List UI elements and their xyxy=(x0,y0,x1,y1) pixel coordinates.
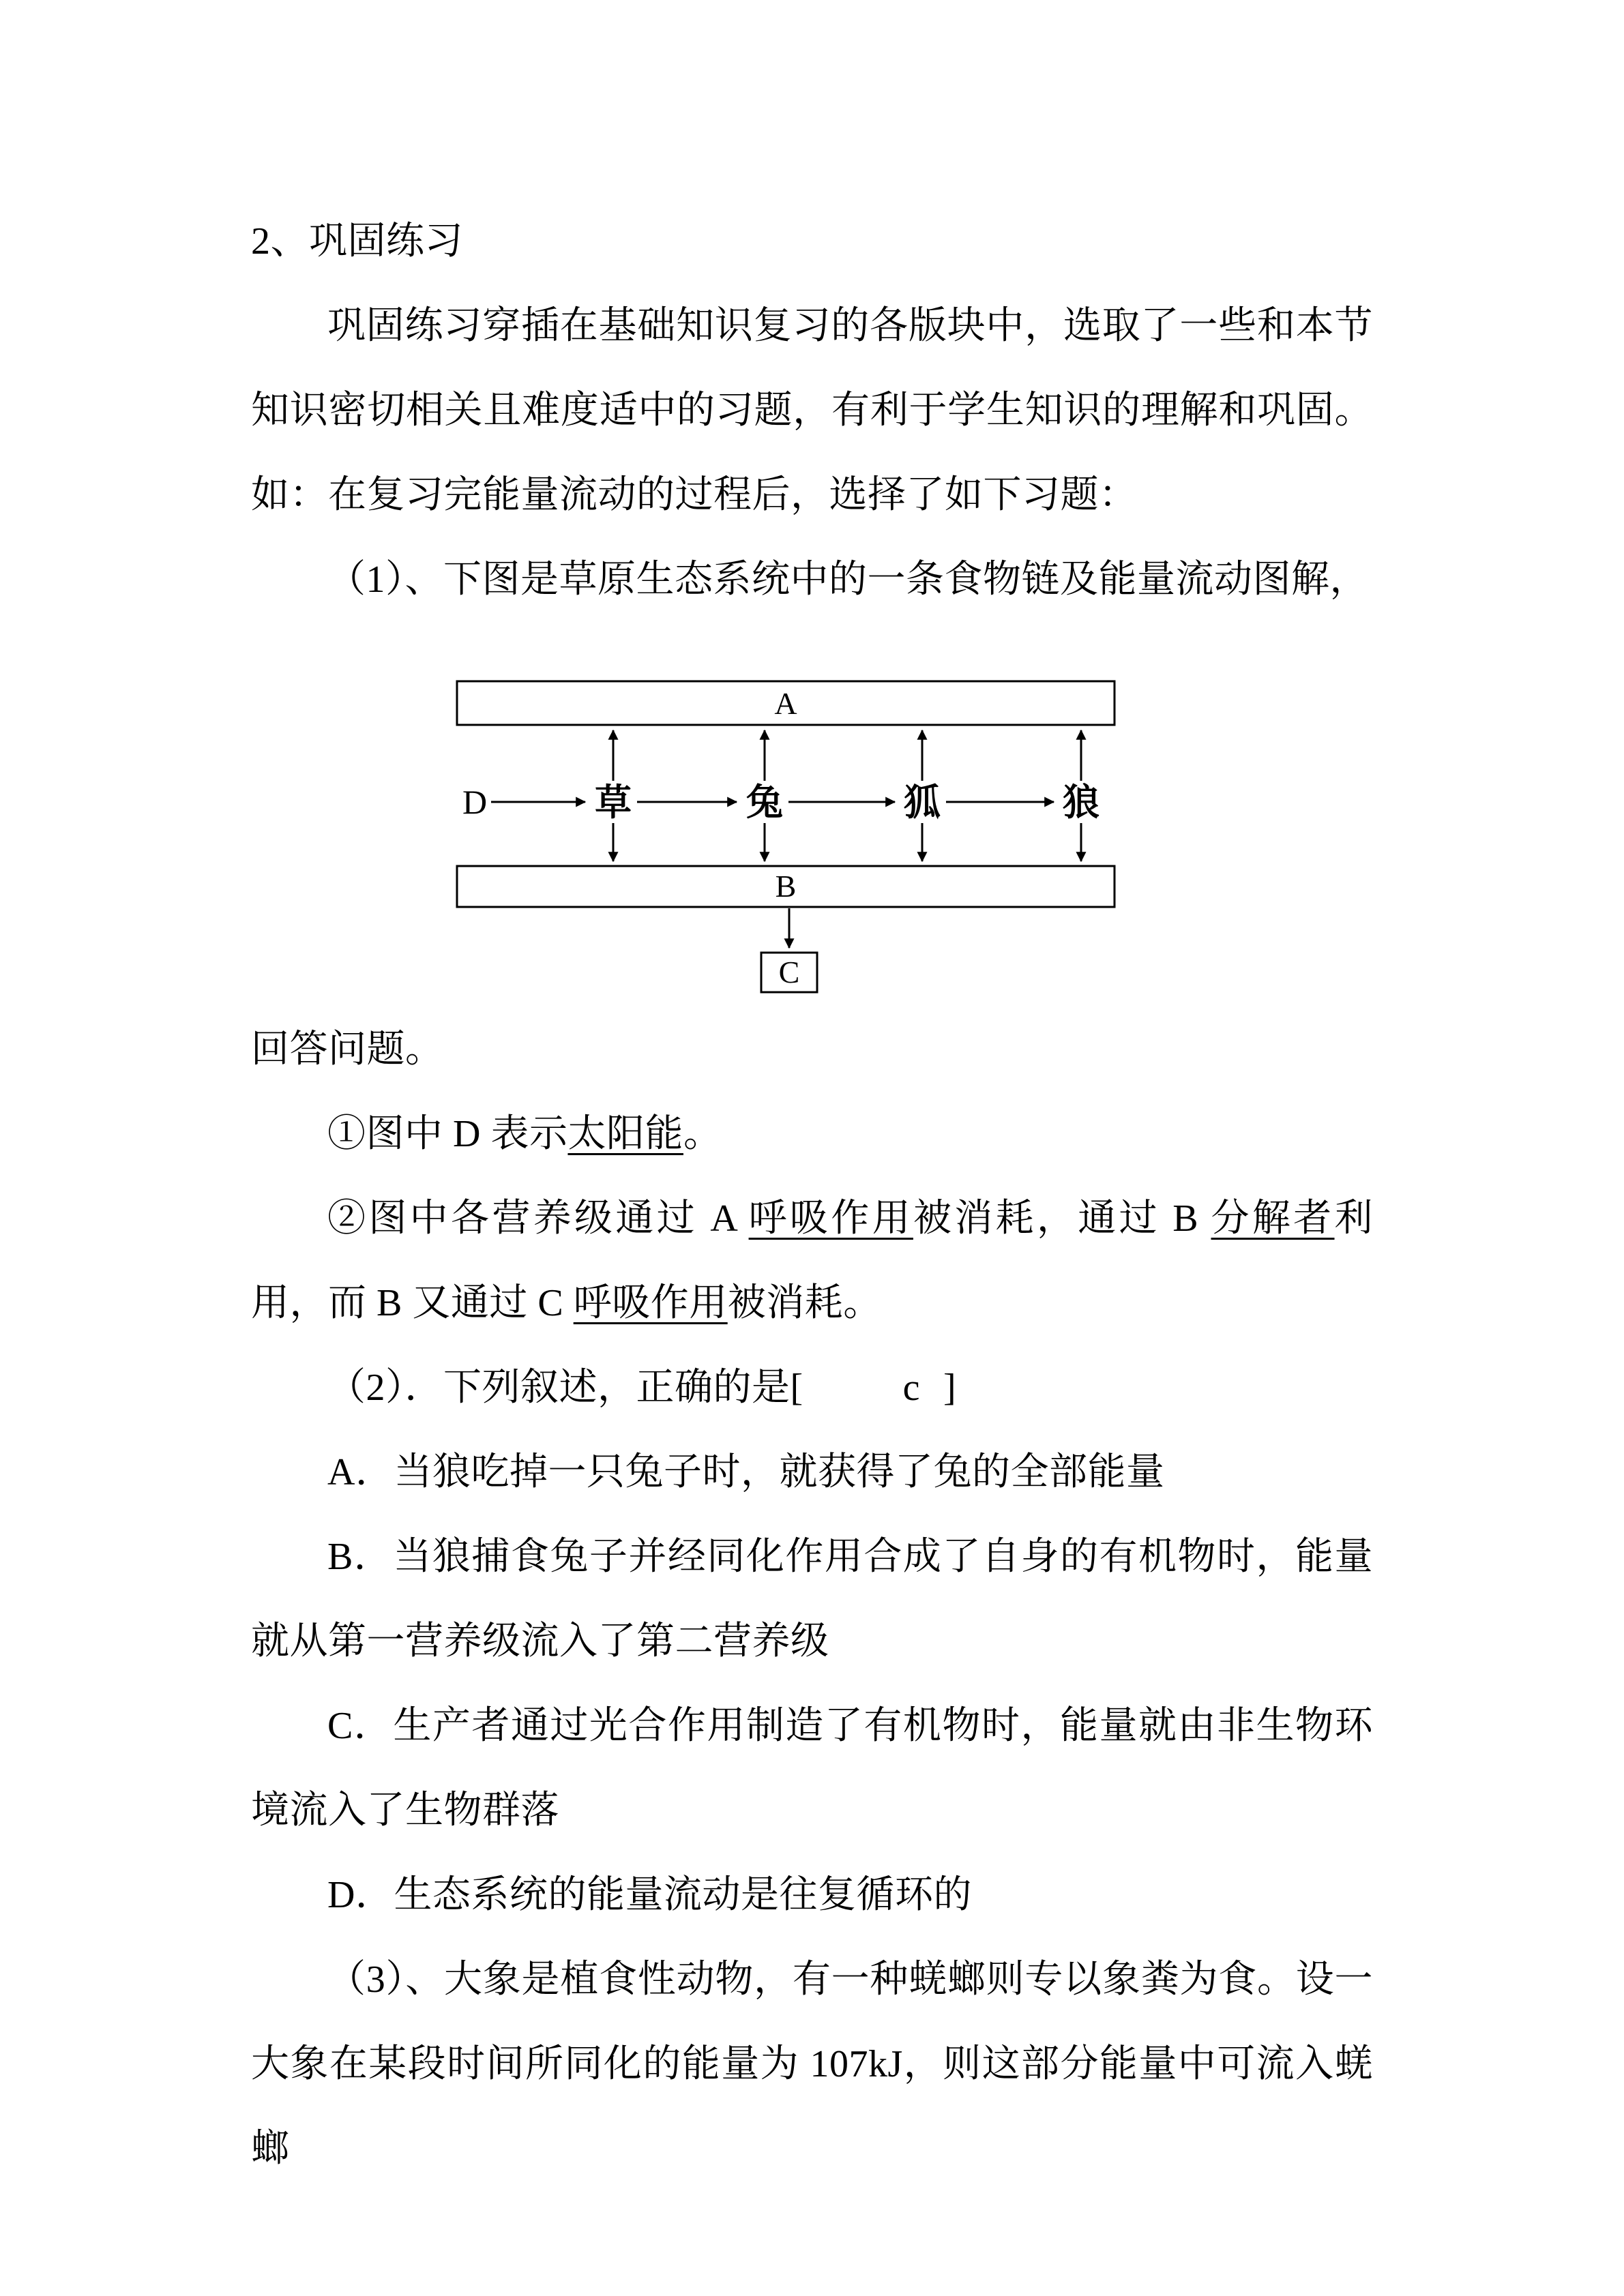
answer-2-blank-respiration-2: 呼吸作用 xyxy=(573,1282,728,1324)
box-a-label: A xyxy=(774,686,797,721)
organism-rabbit: 兔 xyxy=(746,782,783,823)
question1-intro: （1）、下图是草原生态系统中的一条食物链及能量流动图解， xyxy=(327,558,1368,601)
answer-1 xyxy=(251,1092,1373,1176)
option-a: A．当狼吃掉一只兔子时，就获得了兔的全部能量 xyxy=(327,1451,1165,1493)
question-2 xyxy=(251,1345,1373,1430)
option-c: C．生产者通过光合作用制造了有机物时，能量就由非生物环境流入了生物群落 xyxy=(251,1705,1373,1832)
organism-fox: 狐 xyxy=(904,782,941,823)
intro-paragraph: 巩固练习穿插在基础知识复习的各版块中，选取了一些和本节知识密切相关且难度适中的习题，有利于学生知识的理解和巩固。如：在复习完能量流动的过程后，选择了如下习题： xyxy=(251,305,1373,516)
question-2-text: （2）．下列叙述，正确的是[ xyxy=(327,1367,803,1409)
energy-flow-diagram xyxy=(456,680,1119,995)
question-2-bracket-close: ] xyxy=(943,1367,957,1409)
answer-2-text-1: ②图中各营养级通过 A xyxy=(327,1197,749,1240)
answer-2 xyxy=(251,1176,1373,1345)
answer-2-text-2: 被消耗，通过 B xyxy=(913,1197,1211,1240)
box-c-label: C xyxy=(778,955,800,989)
box-b-label: B xyxy=(775,869,797,904)
section-heading: 2、巩固练习 xyxy=(251,220,463,263)
answer-1-blank-solar-energy: 太阳能 xyxy=(567,1113,683,1155)
answer-2-text-3: 利用，而 B 又通过 C xyxy=(251,1197,1374,1324)
energy-flow-diagram-svg xyxy=(456,680,1119,995)
answer-2-blank-decomposer: 分解者 xyxy=(1211,1197,1335,1240)
organism-grass: 草 xyxy=(595,782,632,823)
question1-continue: 回答问题。 xyxy=(251,1028,444,1071)
answer-2-text-4: 被消耗。 xyxy=(727,1282,882,1324)
organism-wolf: 狼 xyxy=(1063,782,1099,823)
question-2-answer: c xyxy=(902,1367,921,1409)
input-d-label: D xyxy=(462,783,488,821)
answer-1-end: 。 xyxy=(683,1113,722,1155)
answer-1-text: ①图中 D 表示 xyxy=(327,1113,568,1155)
answer-2-blank-respiration-1: 呼吸作用 xyxy=(748,1197,913,1240)
option-d: D．生态系统的能量流动是往复循环的 xyxy=(327,1874,972,1916)
question-3: （3）、大象是植食性动物，有一种蜣螂则专以象粪为食。设一大象在某段时间所同化的能量为 107kJ，则这部分能量中可流入蜣螂 xyxy=(251,1958,1373,2170)
option-b: B．当狼捕食兔子并经同化作用合成了自身的有机物时，能量就从第一营养级流入了第二营养级 xyxy=(251,1536,1373,1663)
